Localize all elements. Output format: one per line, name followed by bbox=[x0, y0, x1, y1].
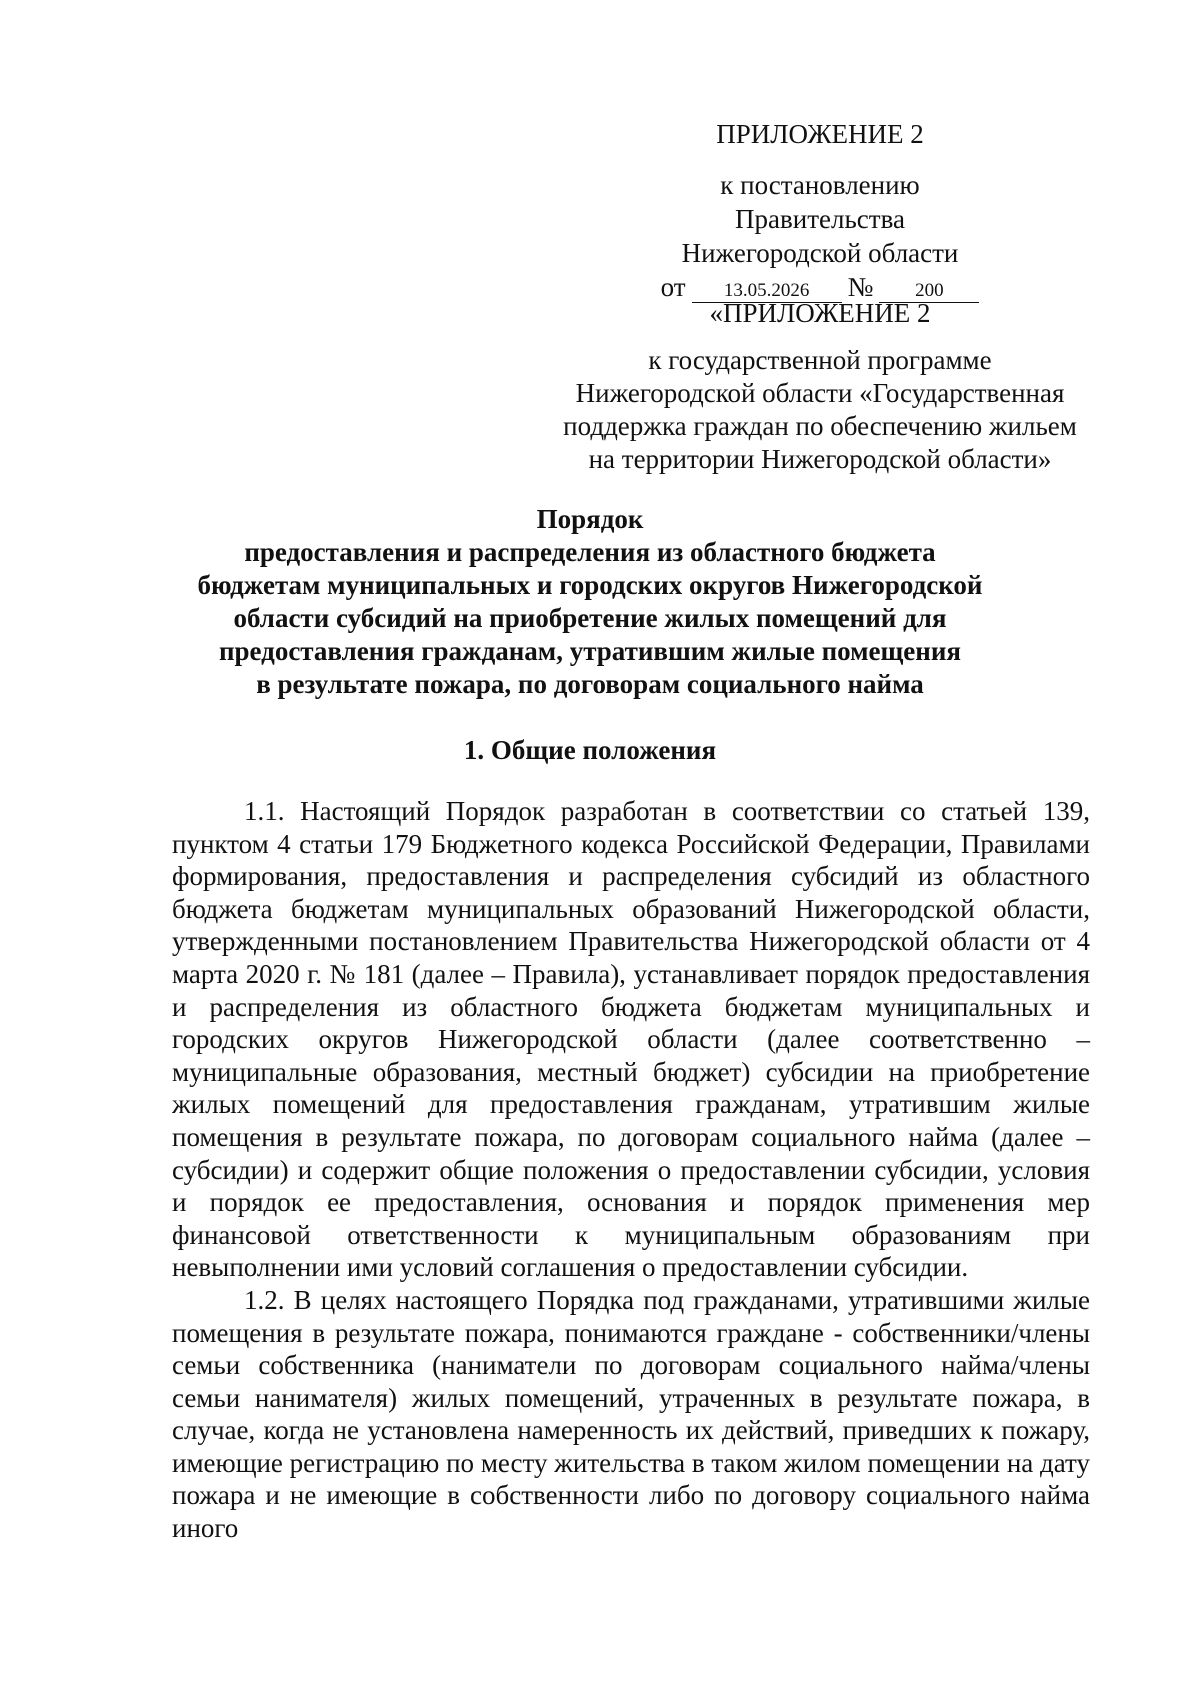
date-prefix: от bbox=[660, 272, 686, 302]
section-title-text: 1. Общие положения bbox=[463, 735, 717, 765]
document-heading bbox=[150, 503, 1030, 701]
section-title bbox=[150, 734, 1030, 767]
heading-line: предоставления гражданам, утратившим жилые помещения bbox=[218, 636, 962, 666]
program-annex-title-text: «ПРИЛОЖЕНИЕ 2 bbox=[709, 298, 931, 328]
document-body bbox=[172, 795, 1090, 1545]
decree-line-1: к постановлению Правительства bbox=[720, 170, 920, 234]
decree-line-2: Нижегородской области bbox=[681, 238, 959, 268]
program-line: поддержка граждан по обеспечению жильем bbox=[563, 411, 1077, 441]
program-line: к государственной программе bbox=[648, 345, 992, 375]
program-line: на территории Нижегородской области» bbox=[588, 444, 1052, 474]
program-line: Нижегородской области «Государственная bbox=[575, 378, 1065, 408]
annex-title bbox=[640, 117, 1000, 151]
annex-title-text: ПРИЛОЖЕНИЕ 2 bbox=[716, 119, 924, 149]
paragraph-1-2: 1.2. В целях настоящего Порядка под гражданами, утратившими жилые помещения в результате пожара, понимаются граждане - собственники/члены семьи собственника (наниматели по договорам социального найма/члены семьи нанимателя) жилых помещений, утраченных в результате пожара, в случае, когда не установлена намеренность их действий, приведших к пожару, имеющие регистрацию по месту жительства в таком жилом помещении на дату пожара и не имеющие в собственности либо по договору социального найма иного bbox=[172, 1284, 1090, 1544]
heading-line: Порядок bbox=[536, 504, 644, 534]
decree-reference bbox=[640, 168, 1000, 304]
number-sign: № bbox=[847, 272, 874, 302]
heading-line: предоставления и распределения из областного бюджета bbox=[244, 537, 936, 567]
program-annex-title bbox=[640, 296, 1000, 330]
heading-line: в результате пожара, по договорам социального найма bbox=[256, 669, 924, 699]
program-reference bbox=[540, 344, 1100, 476]
decree-number-field: 200 bbox=[879, 280, 979, 303]
paragraph-1-1: 1.1. Настоящий Порядок разработан в соответствии со статьей 139, пунктом 4 статьи 179 Бюджетного кодекса Российской Федерации, Правилами формирования, предоставления и распределения субсидий из областного бюджета бюджетам муниципальных образований Нижегородской области, утвержденными постановлением Правительства Нижегородской области от 4 марта 2020 г. № 181 (далее – Правила), устанавливает порядок предоставления и распределения из областного бюджета бюджетам муниципальных и городских округов Нижегородской области (далее соответственно – муниципальные образования, местный бюджет) субсидии на приобретение жилых помещений для предоставления гражданам, утратившим жилые помещения в результате пожара, по договорам социального найма (далее – субсидии) и содержит общие положения о предоставлении субсидии, условия и порядок ее предоставления, основания и порядок применения мер финансовой ответственности к муниципальным образованиям при невыполнении ими условий соглашения о предоставлении субсидии. bbox=[172, 796, 1090, 1283]
heading-line: области субсидий на приобретение жилых помещений для bbox=[233, 603, 947, 633]
heading-line: бюджетам муниципальных и городских округов Нижегородской bbox=[197, 570, 983, 600]
decree-date-field: 13.05.2026 bbox=[692, 280, 842, 303]
